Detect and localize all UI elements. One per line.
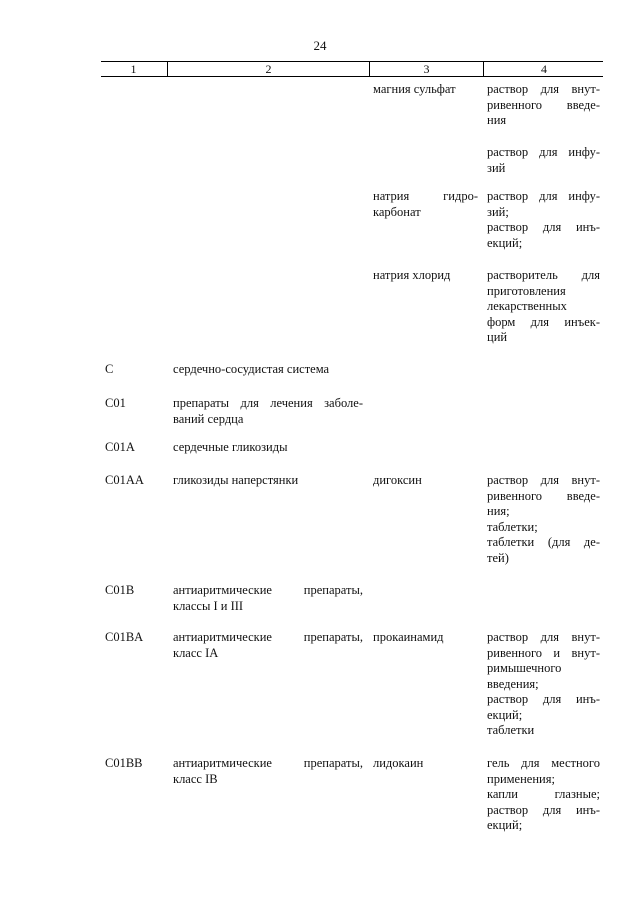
- drug-cell: [373, 756, 478, 772]
- cell-line: ривенного введе-: [487, 97, 600, 112]
- cell-line: дигоксин: [373, 473, 422, 487]
- cell-line: сердечные гликозиды: [173, 440, 288, 454]
- cell-line: C: [105, 362, 114, 376]
- code-cell: [105, 630, 167, 646]
- page-number: 24: [313, 38, 327, 53]
- cell-line: ваний сердца: [173, 411, 244, 426]
- cell-line: гликозиды наперстянки: [173, 473, 299, 487]
- header-col-4: 4: [483, 62, 604, 76]
- cell-line: C01A: [105, 440, 135, 454]
- drug-cell: [373, 189, 478, 220]
- cell-line: раствор для внут-: [487, 82, 600, 96]
- group-cell: [173, 756, 363, 787]
- drug-cell: [373, 630, 478, 646]
- drug-cell: [373, 268, 478, 284]
- header-col-1: 1: [130, 62, 137, 76]
- cell-line: класс IB: [173, 771, 218, 786]
- drug-cell: [373, 82, 478, 98]
- code-cell: [105, 473, 167, 489]
- drug-cell: [373, 473, 478, 489]
- cell-line: прокаинамид: [373, 630, 444, 644]
- cell-line: капли глазные;: [487, 787, 600, 801]
- cell-line: классы I и III: [173, 598, 244, 613]
- cell-line: растворитель для: [487, 268, 600, 282]
- cell-line: екций;: [487, 707, 523, 722]
- cell-line: таблетки;: [487, 519, 538, 534]
- cell-line: ривенного и внут-: [487, 645, 600, 660]
- cell-line: C01BB: [105, 756, 143, 770]
- cell-line: введения;: [487, 676, 539, 691]
- cell-line: таблетки (для де-: [487, 535, 600, 549]
- group-cell: [173, 362, 363, 378]
- cell-line: раствор для внут-: [487, 630, 600, 644]
- cell-line: гель для местного: [487, 756, 600, 770]
- cell-line: C01AA: [105, 473, 144, 487]
- cell-line: магния сульфат: [373, 82, 456, 96]
- header-col-3: 3: [369, 62, 483, 76]
- cell-line: таблетки: [487, 723, 535, 737]
- cell-line: тей): [487, 550, 509, 565]
- cell-line: карбонат: [373, 204, 421, 219]
- cell-line: приготовления: [487, 283, 566, 298]
- code-cell: [105, 440, 167, 456]
- code-cell: [105, 756, 167, 772]
- form-cell: [487, 473, 600, 566]
- form-cell: [487, 82, 600, 129]
- cell-line: препараты для лечения заболе-: [173, 396, 363, 410]
- group-cell: [173, 396, 363, 427]
- cell-line: натрия гидро-: [373, 189, 478, 203]
- table-header: [101, 61, 603, 77]
- form-cell: [487, 756, 600, 834]
- cell-line: екций;: [487, 235, 523, 250]
- cell-line: натрия хлорид: [373, 268, 451, 282]
- cell-line: раствор для инфу-: [487, 189, 600, 203]
- cell-line: класс IA: [173, 645, 219, 660]
- cell-line: раствор для инъ-: [487, 220, 600, 234]
- code-cell: [105, 362, 167, 378]
- form-cell: [487, 268, 600, 346]
- cell-line: ния: [487, 113, 507, 127]
- cell-line: раствор для инъ-: [487, 802, 600, 817]
- cell-line: екций;: [487, 818, 523, 832]
- cell-line: раствор для инъ-: [487, 692, 600, 706]
- cell-line: сердечно-сосудистая система: [173, 362, 330, 376]
- cell-line: лидокаин: [373, 756, 424, 770]
- group-cell: [173, 473, 363, 489]
- form-cell: [487, 630, 600, 739]
- cell-line: антиаритмические препараты,: [173, 756, 363, 770]
- cell-line: применения;: [487, 771, 555, 786]
- cell-line: ривенного введе-: [487, 488, 600, 503]
- cell-line: раствор для внут-: [487, 473, 600, 487]
- cell-line: антиаритмические препараты,: [173, 630, 363, 644]
- cell-line: C01: [105, 396, 126, 410]
- cell-line: раствор для инфу-: [487, 145, 600, 159]
- form-cell: [487, 145, 600, 176]
- group-cell: [173, 440, 363, 456]
- cell-line: римышечного: [487, 661, 562, 675]
- cell-line: лекарственных: [487, 299, 567, 313]
- code-cell: [105, 583, 167, 599]
- code-cell: [105, 396, 167, 412]
- group-cell: [173, 630, 363, 661]
- header-col-2: 2: [167, 62, 369, 76]
- cell-line: C01BA: [105, 630, 144, 644]
- form-cell: [487, 189, 600, 251]
- cell-line: форм для инъек-: [487, 314, 600, 329]
- cell-line: ния;: [487, 504, 510, 518]
- cell-line: зий;: [487, 204, 509, 219]
- cell-line: ций: [487, 330, 508, 344]
- cell-line: зий: [487, 160, 506, 175]
- group-cell: [173, 583, 363, 614]
- cell-line: C01B: [105, 583, 135, 597]
- cell-line: антиаритмические препараты,: [173, 583, 363, 597]
